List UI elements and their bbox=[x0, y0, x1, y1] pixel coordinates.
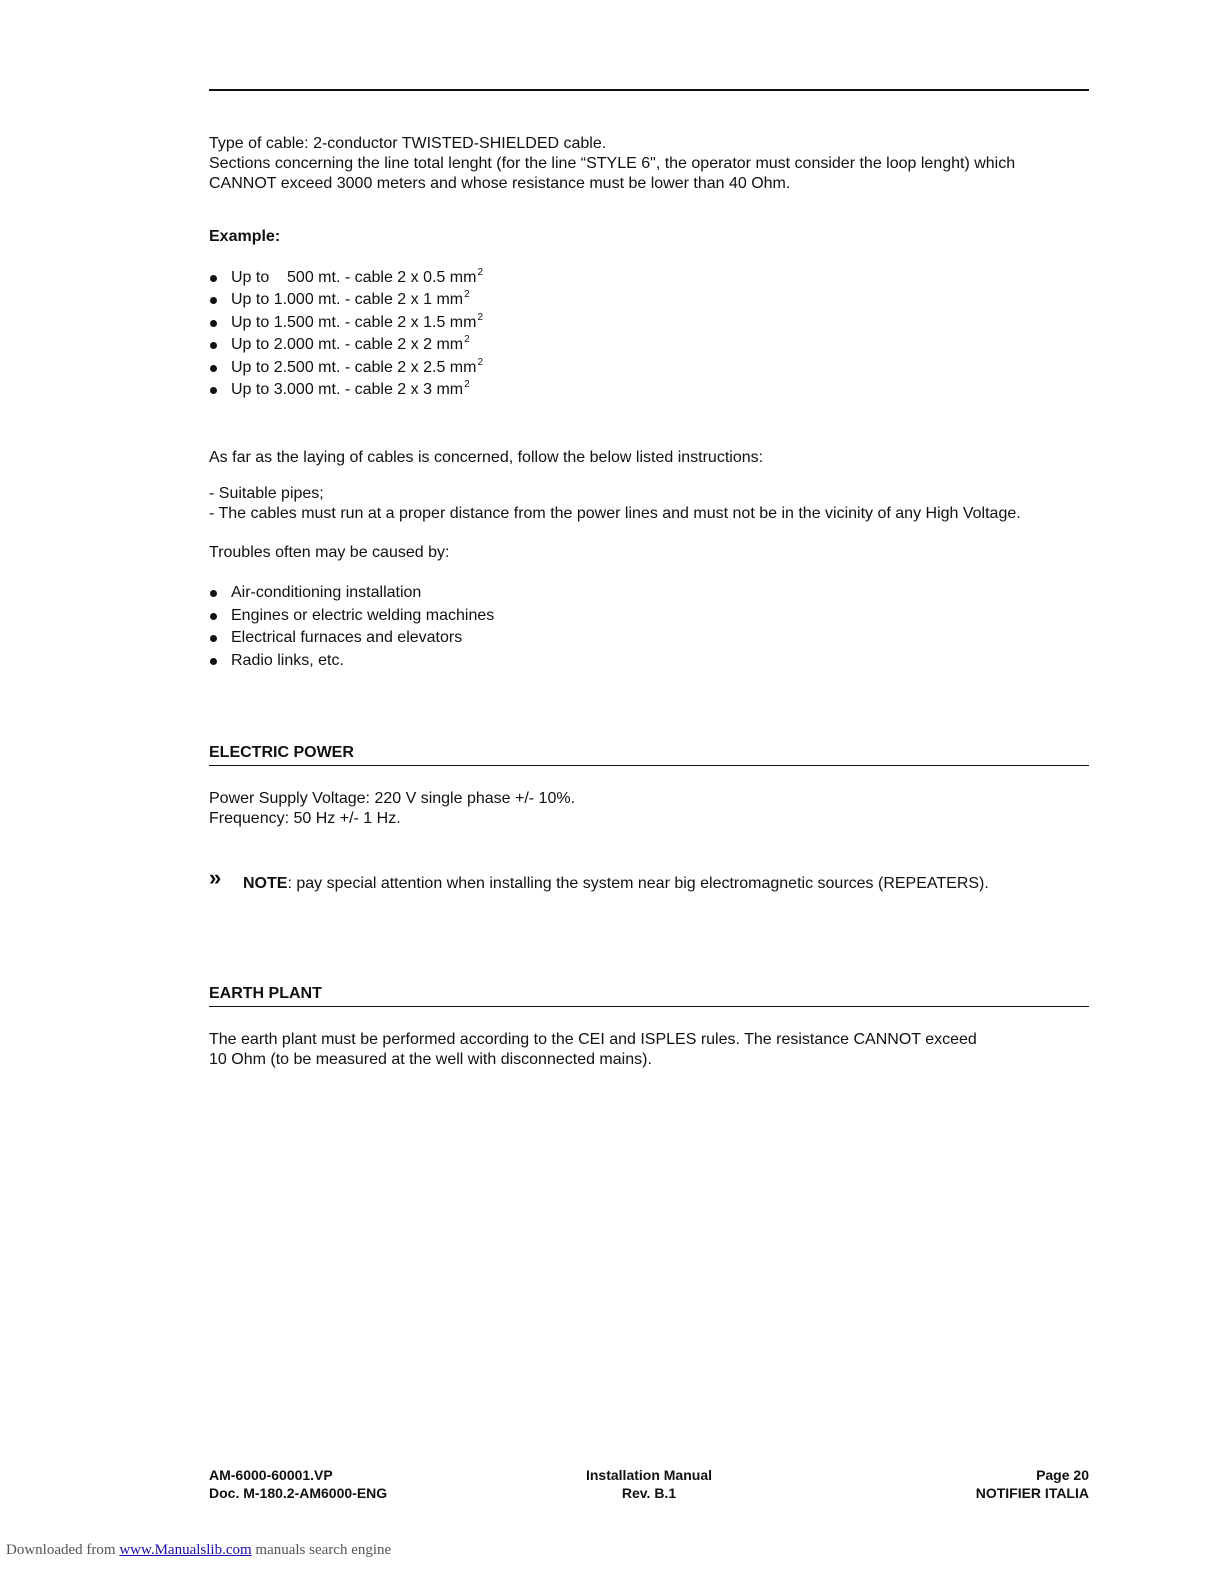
double-chevron-icon: » bbox=[209, 864, 219, 890]
power-supply-line: Power Supply Voltage: 220 V single phase +/- 10%. bbox=[209, 789, 576, 807]
list-item bbox=[209, 650, 1089, 672]
footer-page-number: Page 20 bbox=[1036, 1467, 1089, 1483]
footer-revision: Rev. B.1 bbox=[621, 1485, 677, 1501]
list-item bbox=[209, 582, 1089, 604]
bullet-icon bbox=[210, 590, 217, 597]
list-item-text: Up to 1.500 mt. - cable 2 x 1.5 mm bbox=[231, 313, 477, 331]
superscript: 2 bbox=[464, 289, 470, 301]
list-item-text: Engines or electric welding machines bbox=[231, 606, 495, 624]
list-item-text: Up to 1.000 mt. - cable 2 x 1 mm bbox=[231, 291, 464, 309]
bullet-icon bbox=[210, 635, 217, 642]
earth-plant-line-2: 10 Ohm (to be measured at the well with disconnected mains). bbox=[209, 1050, 652, 1068]
footer-center bbox=[549, 1466, 749, 1502]
superscript: 2 bbox=[477, 356, 483, 368]
intro-line-3: CANNOT exceed 3000 meters and whose resistance must be lower than 40 Ohm. bbox=[209, 175, 791, 192]
superscript: 2 bbox=[464, 378, 470, 390]
list-item bbox=[209, 379, 1089, 401]
cable-section-list bbox=[209, 267, 1089, 401]
footer-doc-number: Doc. M-180.2-AM6000-ENG bbox=[209, 1485, 388, 1501]
note-row bbox=[209, 864, 1089, 894]
intro-line-1: Type of cable: 2-conductor TWISTED-SHIELDED cable. bbox=[209, 135, 607, 152]
superscript: 2 bbox=[464, 334, 470, 346]
manualslib-link[interactable]: www.Manualslib.com bbox=[119, 1542, 252, 1558]
list-item bbox=[209, 312, 1089, 334]
bullet-icon bbox=[210, 320, 217, 327]
note-text: : pay special attention when installing the system near big electromagnetic sources (REPEATERS). bbox=[287, 874, 989, 892]
footer-left bbox=[209, 1466, 387, 1502]
bullet-icon bbox=[210, 275, 217, 282]
download-note bbox=[6, 1542, 391, 1559]
superscript: 2 bbox=[477, 267, 483, 278]
footer-right bbox=[976, 1466, 1089, 1502]
list-item bbox=[209, 627, 1089, 649]
troubles-list bbox=[209, 582, 1089, 672]
list-item-text: Up to 500 mt. - cable 2 x 0.5 mm bbox=[231, 269, 477, 286]
header-rule bbox=[209, 89, 1089, 91]
list-item bbox=[209, 605, 1089, 627]
footer-company: NOTIFIER ITALIA bbox=[975, 1485, 1089, 1501]
superscript: 2 bbox=[477, 311, 483, 323]
earth-plant-line-1: The earth plant must be performed according to the CEI and ISPLES rules. The resistance CANNOT exceed bbox=[209, 1030, 977, 1048]
section-heading-earth-plant: EARTH PLANT bbox=[209, 984, 1089, 1007]
section-heading-electric-power: ELECTRIC POWER bbox=[209, 743, 1089, 766]
bullet-icon bbox=[210, 342, 217, 349]
download-prefix: Downloaded from bbox=[6, 1542, 120, 1558]
footer-doc-code: AM-6000-60001.VP bbox=[209, 1467, 333, 1483]
list-item bbox=[209, 357, 1089, 379]
intro-line-2: Sections concerning the line total lenght (for the line “STYLE 6", the operator must consider the loop lenght) which bbox=[209, 155, 1016, 172]
laying-line-1: - Suitable pipes; bbox=[209, 485, 324, 503]
list-item-text: Electrical furnaces and elevators bbox=[231, 629, 463, 647]
bullet-icon bbox=[210, 658, 217, 665]
list-item-text: Up to 3.000 mt. - cable 2 x 3 mm bbox=[231, 380, 464, 398]
list-item-text: Up to 2.000 mt. - cable 2 x 2 mm bbox=[231, 336, 464, 354]
footer-manual-title: Installation Manual bbox=[585, 1467, 712, 1483]
list-item-text: Air-conditioning installation bbox=[231, 584, 422, 602]
bullet-icon bbox=[210, 387, 217, 394]
page-content bbox=[209, 134, 1089, 1070]
bullet-icon bbox=[210, 365, 217, 372]
laying-line-2: - The cables must run at a proper distance from the power lines and must not be in the vicinity of any High Voltage. bbox=[209, 505, 1021, 523]
list-item bbox=[209, 334, 1089, 356]
note-label: NOTE bbox=[243, 874, 288, 892]
list-item-text: Up to 2.500 mt. - cable 2 x 2.5 mm bbox=[231, 358, 477, 376]
bullet-icon bbox=[210, 613, 217, 620]
download-suffix: manuals search engine bbox=[251, 1542, 392, 1558]
example-label: Example: bbox=[209, 228, 281, 245]
laying-intro: As far as the laying of cables is concerned, follow the below listed instructions: bbox=[209, 449, 764, 467]
troubles-intro: Troubles often may be caused by: bbox=[209, 544, 450, 562]
list-item-text: Radio links, etc. bbox=[231, 651, 344, 669]
frequency-line: Frequency: 50 Hz +/- 1 Hz. bbox=[209, 809, 401, 827]
list-item bbox=[209, 289, 1089, 311]
bullet-icon bbox=[210, 297, 217, 304]
list-item bbox=[209, 267, 1089, 289]
